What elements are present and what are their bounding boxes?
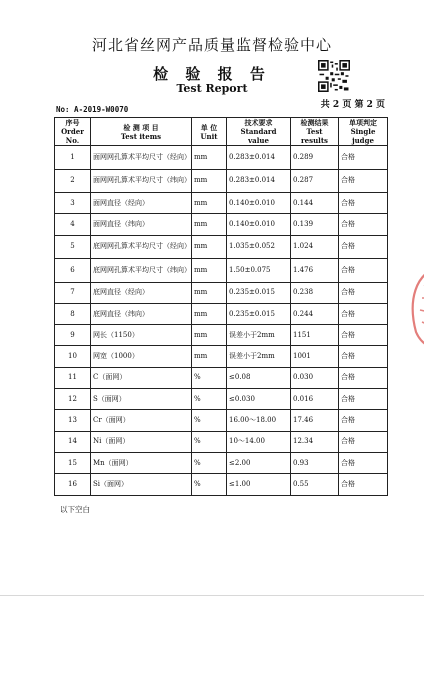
cell-standard: 0.283±0.014 <box>227 169 291 193</box>
table-row <box>55 303 388 324</box>
table-row <box>55 259 388 283</box>
cell-unit: % <box>192 452 227 473</box>
cell-standard: 0.235±0.015 <box>227 282 291 303</box>
cell-order: 13 <box>55 410 91 431</box>
cell-standard: 10～14.00 <box>227 431 291 452</box>
cell-judge: 合格 <box>339 193 388 214</box>
end-of-data-note: 以下空白 <box>60 505 90 514</box>
cell-standard: ≤1.00 <box>227 474 291 495</box>
cell-order: 6 <box>55 259 91 283</box>
organization-name: 河北省丝网产品质量监督检验中心 <box>91 36 332 54</box>
cell-unit: mm <box>192 282 227 303</box>
cell-order: 15 <box>55 452 91 473</box>
cell-judge: 合格 <box>339 259 388 283</box>
cell-item: 底网网孔算术平均尺寸（经向） <box>91 235 192 259</box>
cell-result: 0.244 <box>291 303 339 324</box>
cell-standard: 0.140±0.010 <box>227 193 291 214</box>
official-seal-stamp-icon <box>404 262 424 352</box>
cell-order: 1 <box>55 146 91 170</box>
cell-standard: 误差小于2mm <box>227 346 291 367</box>
cell-result: 0.55 <box>291 474 339 495</box>
cell-result: 0.030 <box>291 367 339 388</box>
column-header-results: 检测结果 Test results <box>291 118 339 146</box>
cell-judge: 合格 <box>339 214 388 235</box>
page-edge <box>0 595 424 596</box>
cell-item: 底网网孔算术平均尺寸（纬向） <box>91 259 192 283</box>
cell-judge: 合格 <box>339 169 388 193</box>
cell-order: 12 <box>55 389 91 410</box>
cell-item: 底网直径（经向） <box>91 282 192 303</box>
cell-result: 12.34 <box>291 431 339 452</box>
cell-order: 3 <box>55 193 91 214</box>
cell-item: Si（面网） <box>91 474 192 495</box>
cell-result: 17.46 <box>291 410 339 431</box>
cell-standard: 0.283±0.014 <box>227 146 291 170</box>
cell-unit: mm <box>192 214 227 235</box>
column-header-order: 序号 Order No. <box>55 118 91 146</box>
cell-order: 5 <box>55 235 91 259</box>
cell-order: 8 <box>55 303 91 324</box>
cell-judge: 合格 <box>339 474 388 495</box>
cell-order: 4 <box>55 214 91 235</box>
cell-judge: 合格 <box>339 452 388 473</box>
cell-result: 0.144 <box>291 193 339 214</box>
cell-unit: mm <box>192 346 227 367</box>
cell-result: 0.93 <box>291 452 339 473</box>
cell-unit: mm <box>192 169 227 193</box>
cell-item: C（面网） <box>91 367 192 388</box>
cell-standard: ≤0.08 <box>227 367 291 388</box>
table-header-row <box>55 118 388 146</box>
cell-result: 0.287 <box>291 169 339 193</box>
table-row <box>55 474 388 495</box>
cell-item: 面网网孔算术平均尺寸（纬向） <box>91 169 192 193</box>
cell-unit: % <box>192 431 227 452</box>
cell-standard: ≤0.030 <box>227 389 291 410</box>
cell-result: 1001 <box>291 346 339 367</box>
cell-item: Mn（面网） <box>91 452 192 473</box>
cell-item: 面网直径（纬向） <box>91 214 192 235</box>
table-row <box>55 169 388 193</box>
cell-order: 16 <box>55 474 91 495</box>
page-counter: 共 2 页 第 2 页 <box>320 100 385 110</box>
cell-judge: 合格 <box>339 367 388 388</box>
cell-judge: 合格 <box>339 346 388 367</box>
cell-standard: 误差小于2mm <box>227 325 291 346</box>
cell-result: 1151 <box>291 325 339 346</box>
cell-standard: 1.035±0.052 <box>227 235 291 259</box>
cell-unit: % <box>192 389 227 410</box>
cell-result: 1.024 <box>291 235 339 259</box>
cell-judge: 合格 <box>339 325 388 346</box>
cell-result: 0.289 <box>291 146 339 170</box>
column-header-unit: 单 位 Unit <box>192 118 227 146</box>
cell-judge: 合格 <box>339 389 388 410</box>
table-row <box>55 214 388 235</box>
cell-judge: 合格 <box>339 282 388 303</box>
table-row <box>55 325 388 346</box>
cell-standard: 0.140±0.010 <box>227 214 291 235</box>
report-title-en: Test Report <box>176 82 248 95</box>
table-row <box>55 367 388 388</box>
cell-item: 面网网孔算术平均尺寸（经向） <box>91 146 192 170</box>
cell-result: 1.476 <box>291 259 339 283</box>
cell-judge: 合格 <box>339 303 388 324</box>
cell-unit: mm <box>192 325 227 346</box>
table-row <box>55 235 388 259</box>
qr-code-icon <box>318 60 350 92</box>
table-row <box>55 282 388 303</box>
cell-item: 底网直径（纬向） <box>91 303 192 324</box>
table-row <box>55 452 388 473</box>
cell-judge: 合格 <box>339 431 388 452</box>
cell-standard: ≤2.00 <box>227 452 291 473</box>
table-row <box>55 146 388 170</box>
cell-result: 0.016 <box>291 389 339 410</box>
cell-unit: mm <box>192 235 227 259</box>
cell-unit: mm <box>192 146 227 170</box>
table-row <box>55 431 388 452</box>
cell-order: 14 <box>55 431 91 452</box>
cell-order: 10 <box>55 346 91 367</box>
cell-item: S（面网） <box>91 389 192 410</box>
column-header-judge: 单项判定 Single judge <box>339 118 388 146</box>
cell-judge: 合格 <box>339 235 388 259</box>
cell-unit: mm <box>192 303 227 324</box>
cell-order: 11 <box>55 367 91 388</box>
table-row <box>55 346 388 367</box>
cell-item: Ni（面网） <box>91 431 192 452</box>
cell-unit: mm <box>192 259 227 283</box>
test-results-table <box>54 117 388 496</box>
cell-result: 0.139 <box>291 214 339 235</box>
table-row <box>55 193 388 214</box>
cell-judge: 合格 <box>339 146 388 170</box>
cell-result: 0.238 <box>291 282 339 303</box>
cell-standard: 0.235±0.015 <box>227 303 291 324</box>
cell-standard: 1.50±0.075 <box>227 259 291 283</box>
report-number: No: A-2019-W0070 <box>56 105 129 114</box>
column-header-standard: 技术要求 Standard value <box>227 118 291 146</box>
table-row <box>55 410 388 431</box>
cell-item: 网宽（1000） <box>91 346 192 367</box>
report-title-cn: 检 验 报 告 <box>153 65 271 83</box>
column-header-items: 检 测 项 目 Test items <box>91 118 192 146</box>
cell-judge: 合格 <box>339 410 388 431</box>
cell-item: Cr（面网） <box>91 410 192 431</box>
cell-unit: % <box>192 474 227 495</box>
cell-standard: 16.00～18.00 <box>227 410 291 431</box>
cell-unit: mm <box>192 193 227 214</box>
cell-unit: % <box>192 410 227 431</box>
cell-item: 面网直径（经向） <box>91 193 192 214</box>
cell-order: 9 <box>55 325 91 346</box>
cell-order: 7 <box>55 282 91 303</box>
cell-order: 2 <box>55 169 91 193</box>
cell-unit: % <box>192 367 227 388</box>
cell-item: 网长（1150） <box>91 325 192 346</box>
table-row <box>55 389 388 410</box>
